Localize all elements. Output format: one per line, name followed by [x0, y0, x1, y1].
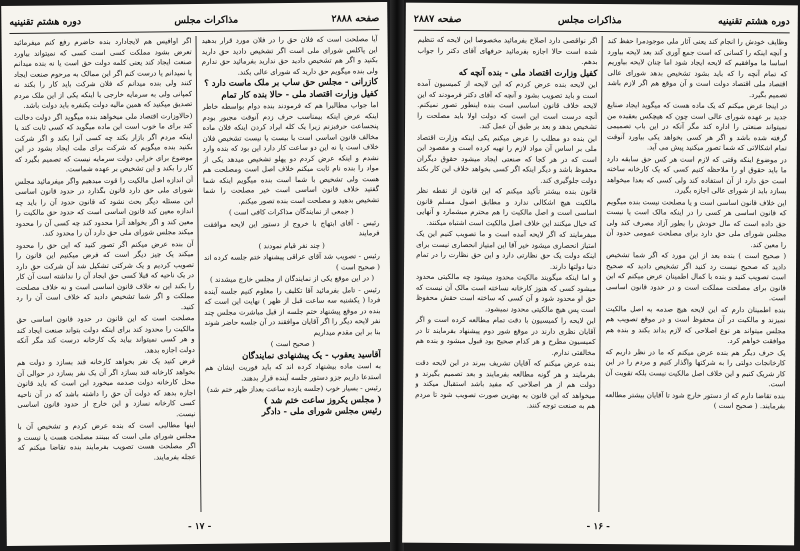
page-header	[414, 11, 790, 30]
paragraph: اگر اوافیس هم لایجادارد بنده حاضرم رفع کنم میفرمائید تعرض بشود مملکت کسی است کسی که نمیتواند بیاورد صنعت ایجاد کند یعنی کلمه دولت حق است یا نه بنده میدانم یا نمیدانم یا درست کنم اگر این ممالک به مرحوم صنعت ایجاد کنند ولی بنده میدانم که فلان شرکت باید کار را بکند نه کمپانی ولی به سرمایه خارجی یا اینکه یکی از این ملک مردم تصدیق میکنید که همین مالیه دولت یکنفره باید دولت باشد.	[13, 37, 193, 110]
paragraph: میفرمایند که اگر لایحه آمده است و ما تصویب کنیم این یک امتیاز انحصاری میشود خیر آقا این امتیاز انحصاری نیست برای اینکه دولت یک حق نظارتی دارد و این حق نظارت را در تمام دنیا دولتها دارند.	[416, 229, 597, 271]
paragraph: رئیس - بسیار خوب (جلسه یازده ساعت بعداز ظهر ختم شد)	[206, 384, 382, 394]
text-column-left	[14, 36, 197, 514]
left-page	[1, 2, 393, 546]
paragraph: وظایف خودش را انجام کند یعنی آثار ملی موجودمرا حفظ کند و آنچه اینکه را کسانی که است جمع آوری کند بعد لایحه بیاورد اساسا ما موافقیم که لایحه ایجاد شود اما چنان لایحه بیاوریم که تمام آنچه را که باید بشود تشخیص بدهد شورای عالی اقتصاد ملی اقتصاد دولت است و آن موقع هم اگر لازم باشد تصمیم بگیرد.	[607, 37, 788, 99]
paragraph: آن اندازه اصل مالکیت را قوت میدهیم واگر میفرمائید مجلس شورای ملی حق دارد قانون بگذارد در حدود قانون اساسی این مسئله دیگر بحث نشود که قانون حدود آن را باید چه اندازه معین کند قانون اساسی است که حدود حق مالکیت را معین کند و اگر بخواهد آنرا محدود کند چه کسی آن را محدود میکند مجلس شورای ملی حق دارد آن را محدود کند.	[14, 175, 194, 238]
header-title: مذاکرات مجلس	[174, 14, 239, 26]
stage-note: ( صحیح است )	[270, 339, 315, 349]
paragraph: آن بنده عرض میکنم اگر تصور کنید که این حق را محدود میکند یک چیز دیگر است که فرض میکنیم این قانون را تصویب کردیم و یک شرکتی تشکیل شد آن شرکت حق دارد در یک ناحیه که قبلا کسی حق ایجاد آن را نداشته است آن کار را بکند این نه خلاف قانون اساسی است و نه خلاف مصلحت مملکت و اگر شما تشخیص دادید که خلاف است آن را رد کنید.	[15, 239, 195, 311]
paragraph: رئیس - آقای ابتهاج با خروج از دستور این لایحه موافقت فرمایند	[203, 218, 380, 238]
paragraph: این خلاف قانون اساسی است و یا مصلحت نیست بنده میگویم که قانون اساسی هر کسی را در اینکه مالک است یا نیست حق داده است که مال خودش را بطور آزاد مصرف کند ولی مجلس شورای ملی حق دارد برای مصلحت عمومی حدود آن را معین کند.	[606, 197, 787, 249]
text-column-left	[414, 35, 597, 512]
speaker-heading: کفیل وزارت اقتصاد ملی - بنده آنچه که	[458, 67, 598, 79]
paragraph: اما جواب مطالبرا هم که فرمودند بنده دوام بواسطه خاطر اینکه عرض اینکه بیمناسب حرف زدم آنوقت مجبور بودم پنجساعت حرفبزنم زیرا یک کله ایراد کردن اینکه فلان ماده مخالف قانون اساسی است یا بیست یا نیست تشخیص فلان خلاف است یا نه این دو ساعت کار دارد این بود که بنده وارد نشدم و اینکه عرض کردم دو پهلو تشخیص میدهد یکی از مواد را بنده نام ثابت میکنم خلاف اصل است ومصلحت هم هست ولی تشخیص با شما است بنده میگویم اینکه شما گفتید خلاف قانون اساسی است خیر مصلحت را شما تشخیص بدهید و مصلحت است بنده تصور میکنم.	[202, 101, 380, 206]
speaker-heading: کازرانی - مجلس حق ساب بر ملک ماست دارد ؟	[204, 77, 379, 89]
paragraph: این بنده دو مطلب را عرض میکنم یکی اینکه وزارت اقتصاد ملی بر اساس آن مواد لازم را تهیه کرده است و مقصود این است که در هر کجا که صنعتی ایجاد میشود حقوق دیگران محفوظ باشد و دیگر اینکه اگر کسی بخواهد خلاف این کار بکند دولت جلوگیری کند.	[416, 133, 597, 185]
paragraph: به است ماده بیشنهاد کرده اند که باید فوریت ایشان هم استدعا داریم جزو دستور جلسه آینده قرار بدهند.	[204, 362, 382, 383]
text-column-right	[202, 34, 383, 512]
paragraph: قانون بنده بیشتر تأکید میکنم که این قانون از نقطه نظر مالکیت هیچ اشکالی ندارد و مطابق اصول مسلم قانون اساسی است و اصل مالکیت را هم محترم میشمارد و آنهایی که خیال میکنند این خلاف اصل مالکیت است اشتباه میکنند.	[416, 186, 597, 228]
paragraph: فرض کنید یک نفر بخواهد کارخانه قند بسازد و دولت هم بخواهد کارخانه قند بسازد اگر آن یک نفر بسازد در حوالی آن محل کارخانه دولت صدمه میخورد این است که باید قانون اجازه بدهد که دولت آن حق را داشته باشد که در آن ناحیه کسی کارخانه نسازد و این خارج از حدود قانون اساسی نیست.	[16, 357, 196, 418]
paragraph: بنده اطمینان دارم که این لایحه هیچ صدمه به اصل مالکیت نمیزند و مالکیت در آن محفوظ است و در موقع تصویب هم مجلس میتواند هر نوع اصلاحی که لازم بداند بکند و بنده هم موافقت خواهم کرد.	[605, 304, 786, 346]
session-label: دوره هشتم تقنینیه	[9, 15, 82, 28]
paragraph: اگر نواقصی دارد اصلاح بفرمائید مخصوصا این لایحه که تنظیم شده است حالا اجازه بفرمائید حرفهای آقای دکتر را جواب بدهم.	[417, 35, 598, 66]
speaker-heading: آقاسید یعقوب - یک پیشنهادی نمایندگان	[242, 349, 381, 362]
header-title: مذاکرات مجلس	[557, 14, 622, 26]
paragraph: آیا مصلحت است که فلان حق را در فلان مورد قرار بدهید این پاکلس شورای ملی است اگر تشخیص دادید حق دارید بکنید و اگر هم تشخیص دادید حق ندارید بفرمائید حق ندارم ولی بنده میگویم حق دارید که شورای عالی بکند.	[201, 35, 378, 77]
paragraph: این لایحه بنده عرض کردم که این لایحه از کمیسیون آمده است و باید تصویب بشود و آنچه که آقای دکتر فرمودند که این لایحه خلاف قانون اساسی است بنده اینطور تصور نمیکنم. آنچه درست است این است که دولت اولا باید مصلحت را تشخیص بدهد و بعد بر طبق آن عمل کند.	[417, 79, 598, 131]
header-rule	[9, 29, 379, 34]
page-header	[9, 10, 379, 30]
paragraph: یک حرف دیگر هم بنده عرض میکنم که ما در نظر داریم که کارخانجات دولتی را به شرکتها واگذار کنیم و مردم را در این کار شریک کنیم و این خلاف اصل مالکیت نیست بلکه تقویت آن است.	[605, 347, 786, 389]
speaker-heading: ( مجلس یکروز ساعت ختم شد )	[263, 394, 382, 406]
paragraph: اینها مطالبی است که بنده عرض کردم و تشخیص آن با مجلس شورای ملی است که ببینند مصلحت هست یا نیست و اگر مصلحت هست تصویب بفرمایند بنده تقاضا میکنم که عجله بفرمایند.	[17, 421, 196, 461]
page-footer-number: - ۱۷ -	[187, 521, 212, 533]
speaker-heading: کفیل وزارت اقتصاد ملی - حالا بنده کار تمام	[221, 88, 379, 101]
paragraph: رئیس - تصویب شد آقای عراقی پیشنهاد ختم جلسه کرده اند ( صحیح است )	[203, 252, 380, 272]
paragraph: این لایحه را کمیسیون با دقت تمام مطالعه کرده است و اگر آقایان نظری دارند در موقع شور دوم پیشنهاد بفرمایند تا در کمیسیون مطرح و هر کدام صحیح بود قبول میشود و بنده هم مخالفتی ندارم.	[415, 315, 596, 357]
column-divider	[598, 36, 602, 512]
page-number-label: صفحه ۲۸۸۸	[331, 12, 380, 25]
page-number-label: صفحه ۲۸۸۷	[413, 13, 462, 25]
stage-note: ( در این موقع یکی از نمایندگان از مجلس خارج میشدند )	[209, 274, 375, 284]
page-footer-number: - ۱۶ -	[586, 521, 610, 533]
stage-note: ( چند نفر قیام نمودند )	[258, 241, 325, 250]
column-divider	[196, 36, 202, 512]
header-rule	[414, 30, 790, 34]
paragraph: ( صحیح است ) بنده بعد از این مورد که اگر شما تشخیص دادید که صحیح نیست رد کنید اگر تشخیص دادید که صحیح است تصویب کنید و بنده با کمال اطمینان عرض میکنم که این قانون برای مصلحت مملکت است و در حدود قانون اساسی است.	[605, 251, 787, 303]
text-column-right	[604, 36, 787, 513]
paragraph: بنده تقاضا دارم که از دستور خارج شود تا آقایان بیشتر مطالعه بفرمایند. ( صحیح است )	[605, 390, 786, 411]
paragraph: و اما اینکه میگویند مالکیت محدود میشود چه مالکیتی محدود میشود کسی که هنوز کارخانه نساخته است مالک آن نیست که حق او محدود شود و آن کسی که ساخته است حقش محفوظ است پس هیچ مالکیتی محدود نمیشود.	[415, 272, 597, 314]
right-page	[402, 3, 798, 546]
paragraph: (حالاوزارت اقتصاد ملی میخواهد بنده میگوید اگر دولت دخالت کند برای ما خوب است این ماده میگوید که کسی ثابت کند یا اینکه مردم اگر بازار بکند چه کسی آنرا بکند و اگر شرکت بکنید بنده میگویم که شرکت برای ملت ایجاد بشود در این موضوع برای خرابی دولت سرمایه نیست که تصمیم بگیرد که کار را بکند و این تشخیص بر عهده شماست.	[14, 111, 193, 174]
paragraph: در اینجا عرض میکنم که یک ماده هست که میگوید ایجاد صنایع جدید بر عهده شورای عالی است چون که هیچکس بعقیده من نمیتواند صنعتی را اداره کند مگر آنکه در این باب تصمیمی گرفته شده باشد و اگر هر کسی بخواهد یکی بیاورد آنوقت تمام اشکالاتی که شما تصور میکنید پیش می آید.	[606, 101, 788, 153]
speaker-heading: رئیس مجلس شورای ملی - دادگر	[261, 406, 382, 418]
paragraph: بنده عرض میکنم که آقایان تشریف ببرند در این لایحه دقت بفرمایند و هر گونه مطالعه بفرمایند و بعد تصمیم بگیرند و دولت هم از هر اصلاحی که مفید باشد استقبال میکند و میخواهد که این قانون به بهترین صورت تصویب شود تا مردم هم به صنعت توجه کنند.	[415, 358, 596, 410]
paragraph: رئیس - تامل بفرمائید آقا تکلیف را معلوم کنیم جلسه آینده فردا ( یکشنبه سه ساعت قبل از ظهر ) نهایت این است که بنده در موقع پیشنهاد ختم جلسه از قبل مباشرت مجلس چند نفر لایحه دیگر را اگر آقایان موافقند در آن جلسه حاضر شوند بنا بر این مقدم میداریم	[204, 285, 381, 337]
session-label: دوره هشتم تقنینیه	[718, 15, 790, 27]
paragraph: مصلحت است که این قانون در حدود قانون اساسی حق مالکیت را محدود کند برای اینکه دولت بتواند صنعت ایجاد کند و هر کسی نمیتواند بیاید یک کارخانه درست کند مگر آنکه دولت اجازه بدهد.	[16, 314, 195, 355]
stage-note: ( جمعی از نمایندگان مذاکرات کافی است )	[228, 207, 354, 217]
paragraph: در موضوع اینکه وقتی که لازم است هر کس حق سابقه دارد ما باید حقوق او را ملاحظه کنیم کسی که یک کارخانه ساخته است حق دارد از آن استفاده کند ولی کسی که بعدا میخواهد بسازد باید از شورای عالی اجازه بگیرد.	[606, 154, 787, 196]
